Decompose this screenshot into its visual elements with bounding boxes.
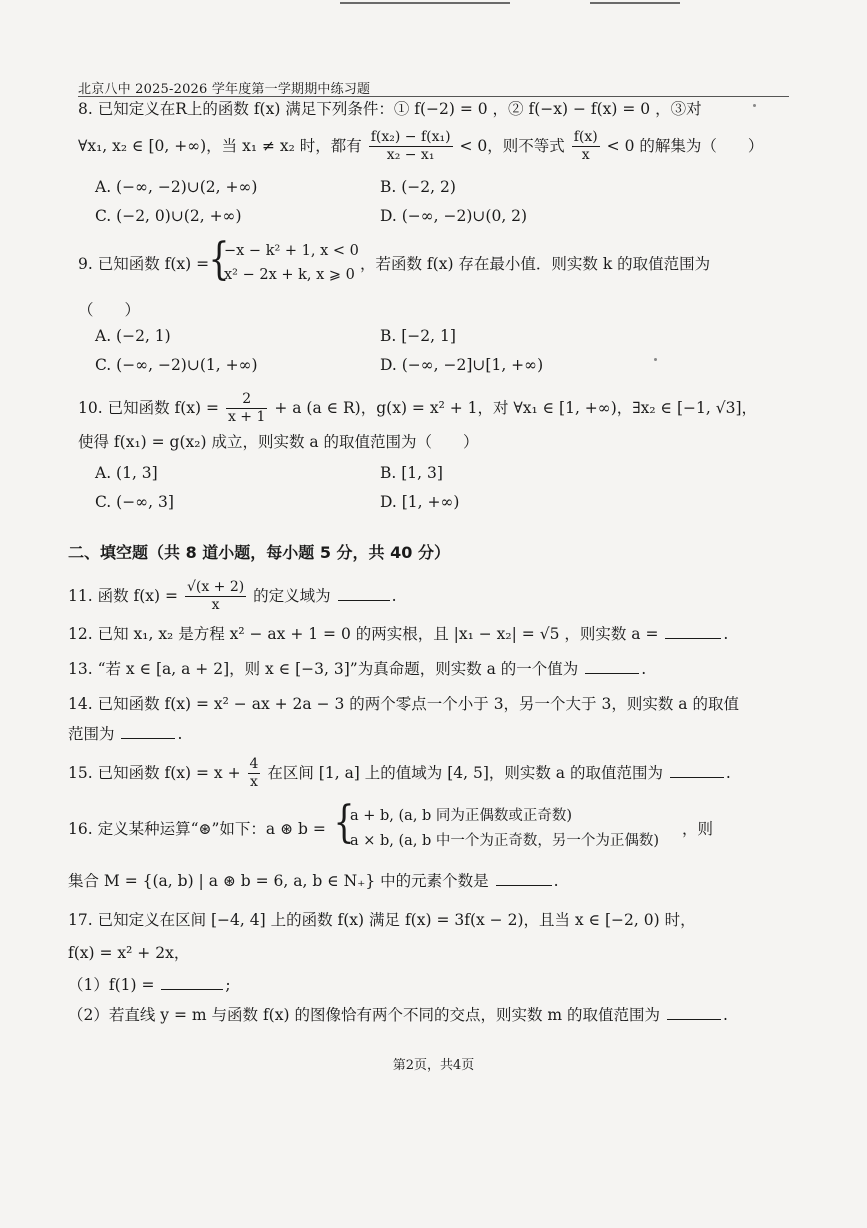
scan-artifact-top	[300, 0, 700, 10]
header-divider	[78, 96, 789, 97]
q11-tail: 的定义域为	[253, 586, 331, 605]
q11-answer-blank[interactable]	[338, 599, 390, 601]
q14-line2: 范围为 .	[68, 725, 183, 743]
q16-line2: 集合 M = {(a, b) | a ⊛ b = 6, a, b ∈ N₊} 中的元素个数是 .	[68, 872, 559, 890]
q17-part2: （2）若直线 y = m 与函数 f(x) 的图像恰有两个不同的交点，则实数 m 的取值范围为 .	[68, 1006, 728, 1024]
q9-option-a: A. (−2, 1)	[95, 327, 171, 345]
q10-option-c: C. (−∞, 3]	[95, 493, 174, 511]
q10-lead: 10. 已知函数 f(x) =	[78, 398, 219, 417]
q9-brace: {	[208, 234, 230, 285]
q14-line1: 14. 已知函数 f(x) = x² − ax + 2a − 3 的两个零点一个小于 3，另一个大于 3，则实数 a 的取值	[68, 695, 739, 713]
q12-line: 12. 已知 x₁, x₂ 是方程 x² − ax + 1 = 0 的两实根，且 |x₁ − x₂| = √5 ，则实数 a = .	[68, 625, 729, 643]
q8-frac2-den: x	[581, 147, 590, 164]
q16-case1: a + b, (a, b 同为正偶数或正奇数)	[350, 808, 573, 824]
q10-line1	[78, 392, 757, 426]
q16-tail: ，则	[682, 820, 714, 838]
q14-text: 范围为	[68, 725, 115, 743]
q16-lead: 16. 定义某种运算“⊛”如下：a ⊛ b =	[68, 820, 326, 838]
section-2-heading: 二、填空题（共 8 道小题，每小题 5 分，共 40 分）	[68, 543, 450, 562]
q8-fraction-1	[369, 130, 453, 164]
q9-option-b: B. [−2, 1]	[380, 327, 456, 345]
q13-line: 13. “若 x ∈ [a, a + 2]，则 x ∈ [−3, 3]”为真命题，则实数 a 的一个值为 .	[68, 660, 647, 678]
page-footer: 第2页，共4页	[392, 1058, 475, 1073]
q8-option-a: A. (−∞, −2)∪(2, +∞)	[95, 178, 258, 196]
q17-part1: （1）f(1) = ;	[68, 976, 231, 994]
q11-frac-den: x	[211, 597, 220, 614]
q8-text-c: < 0 的解集为（ ）	[606, 136, 764, 155]
q9-tail: ，若函数 f(x) 存在最小值．则实数 k 的取值范围为	[360, 255, 711, 273]
q15-lead: 15. 已知函数 f(x) = x +	[68, 763, 241, 782]
q17-line1: 17. 已知定义在区间 [−4, 4] 上的函数 f(x) 满足 f(x) = 3f(x − 2)，且当 x ∈ [−2, 0) 时，	[68, 911, 696, 929]
q8-text-a: ∀x₁, x₂ ∈ [0, +∞)，当 x₁ ≠ x₂ 时，都有	[78, 136, 362, 155]
q9-case2: x² − 2x + k, x ⩾ 0	[224, 267, 355, 283]
q12-answer-blank[interactable]	[665, 637, 721, 639]
q9-option-d: D. (−∞, −2]∪[1, +∞)	[380, 356, 544, 374]
q10-tail: + a (a ∈ R)，g(x) = x² + 1，对 ∀x₁ ∈ [1, +∞)，∃x₂ ∈ [−1, √3]，	[274, 398, 757, 417]
scan-speck	[753, 104, 756, 107]
q11-frac-num: √(x + 2)	[185, 580, 246, 597]
q10-frac-den: x + 1	[227, 409, 266, 426]
q8-text-b: < 0，则不等式	[459, 136, 565, 155]
q17-part2-text: （2）若直线 y = m 与函数 f(x) 的图像恰有两个不同的交点，则实数 m 的取值范围为	[68, 1006, 660, 1024]
q11-line: 11. 函数 f(x) = $\frac{√(x + 2)}{x}$ 的定义域为 .	[68, 579, 397, 614]
q17-line2: f(x) = x² + 2x，	[68, 944, 190, 962]
q15-frac-den: x	[250, 774, 258, 791]
q8-option-c: C. (−2, 0)∪(2, +∞)	[95, 207, 242, 225]
q8-option-d: D. (−∞, −2)∪(0, 2)	[380, 207, 528, 225]
q10-frac-num: 2	[226, 392, 267, 409]
q10-fraction	[226, 392, 267, 426]
q16-brace: {	[333, 797, 355, 848]
q15-tail: 在区间 [1, a] 上的值域为 [4, 5]，则实数 a 的取值范围为	[267, 763, 663, 782]
q15-fraction	[248, 757, 261, 791]
q11-fraction	[185, 580, 246, 614]
q10-option-a: A. (1, 3]	[95, 464, 158, 482]
q9-case1: −x − k² + 1, x < 0	[224, 243, 359, 259]
scan-speck	[654, 358, 657, 361]
q10-line2: 使得 f(x₁) = g(x₂) 成立，则实数 a 的取值范围为（ ）	[78, 433, 479, 451]
q10-option-d: D. [1, +∞)	[380, 493, 460, 511]
q17-part2-blank[interactable]	[667, 1018, 721, 1020]
q8-frac2-num: f(x)	[572, 130, 600, 147]
q11-lead: 11. 函数 f(x) =	[68, 586, 178, 605]
q8-option-b: B. (−2, 2)	[380, 178, 456, 196]
q9-lead: 9. 已知函数 f(x) =	[78, 255, 210, 273]
q16-text: 集合 M = {(a, b) | a ⊛ b = 6, a, b ∈ N₊} 中的元素个数是	[68, 872, 489, 890]
q8-frac1-den: x₂ − x₁	[386, 147, 435, 164]
exam-header: 北京八中 2025-2026 学年度第一学期期中练习题	[78, 82, 371, 97]
q17-part1-blank[interactable]	[161, 988, 223, 990]
q9-option-c: C. (−∞, −2)∪(1, +∞)	[95, 356, 258, 374]
q16-answer-blank[interactable]	[496, 884, 552, 886]
q9-paren: （ ）	[78, 301, 141, 319]
q13-text: 13. “若 x ∈ [a, a + 2]，则 x ∈ [−3, 3]”为真命题，则实数 a 的一个值为	[68, 660, 579, 678]
q10-option-b: B. [1, 3]	[380, 464, 443, 482]
q12-text: 12. 已知 x₁, x₂ 是方程 x² − ax + 1 = 0 的两实根，且 |x₁ − x₂| = √5 ，则实数 a =	[68, 625, 659, 643]
q15-frac-num: 4	[248, 757, 261, 774]
q8-line1: 8. 已知定义在R上的函数 f(x) 满足下列条件：① f(−2) = 0 ，② f(−x) − f(x) = 0 ，③对	[78, 100, 702, 118]
q8-frac1-num: f(x₂) − f(x₁)	[369, 130, 453, 147]
q17-part1-text: （1）f(1) =	[68, 976, 155, 994]
q8-line2	[78, 130, 763, 164]
q8-fraction-2	[572, 130, 600, 164]
q16-case2: a × b, (a, b 中一个为正奇数，另一个为正偶数)	[350, 833, 660, 849]
q14-answer-blank[interactable]	[121, 737, 175, 739]
q15-answer-blank[interactable]	[670, 776, 724, 778]
q15-line: 15. 已知函数 f(x) = x + $\frac{4}{x}$ 在区间 [1, a] 上的值域为 [4, 5]，则实数 a 的取值范围为 .	[68, 756, 731, 791]
q13-answer-blank[interactable]	[585, 672, 639, 674]
